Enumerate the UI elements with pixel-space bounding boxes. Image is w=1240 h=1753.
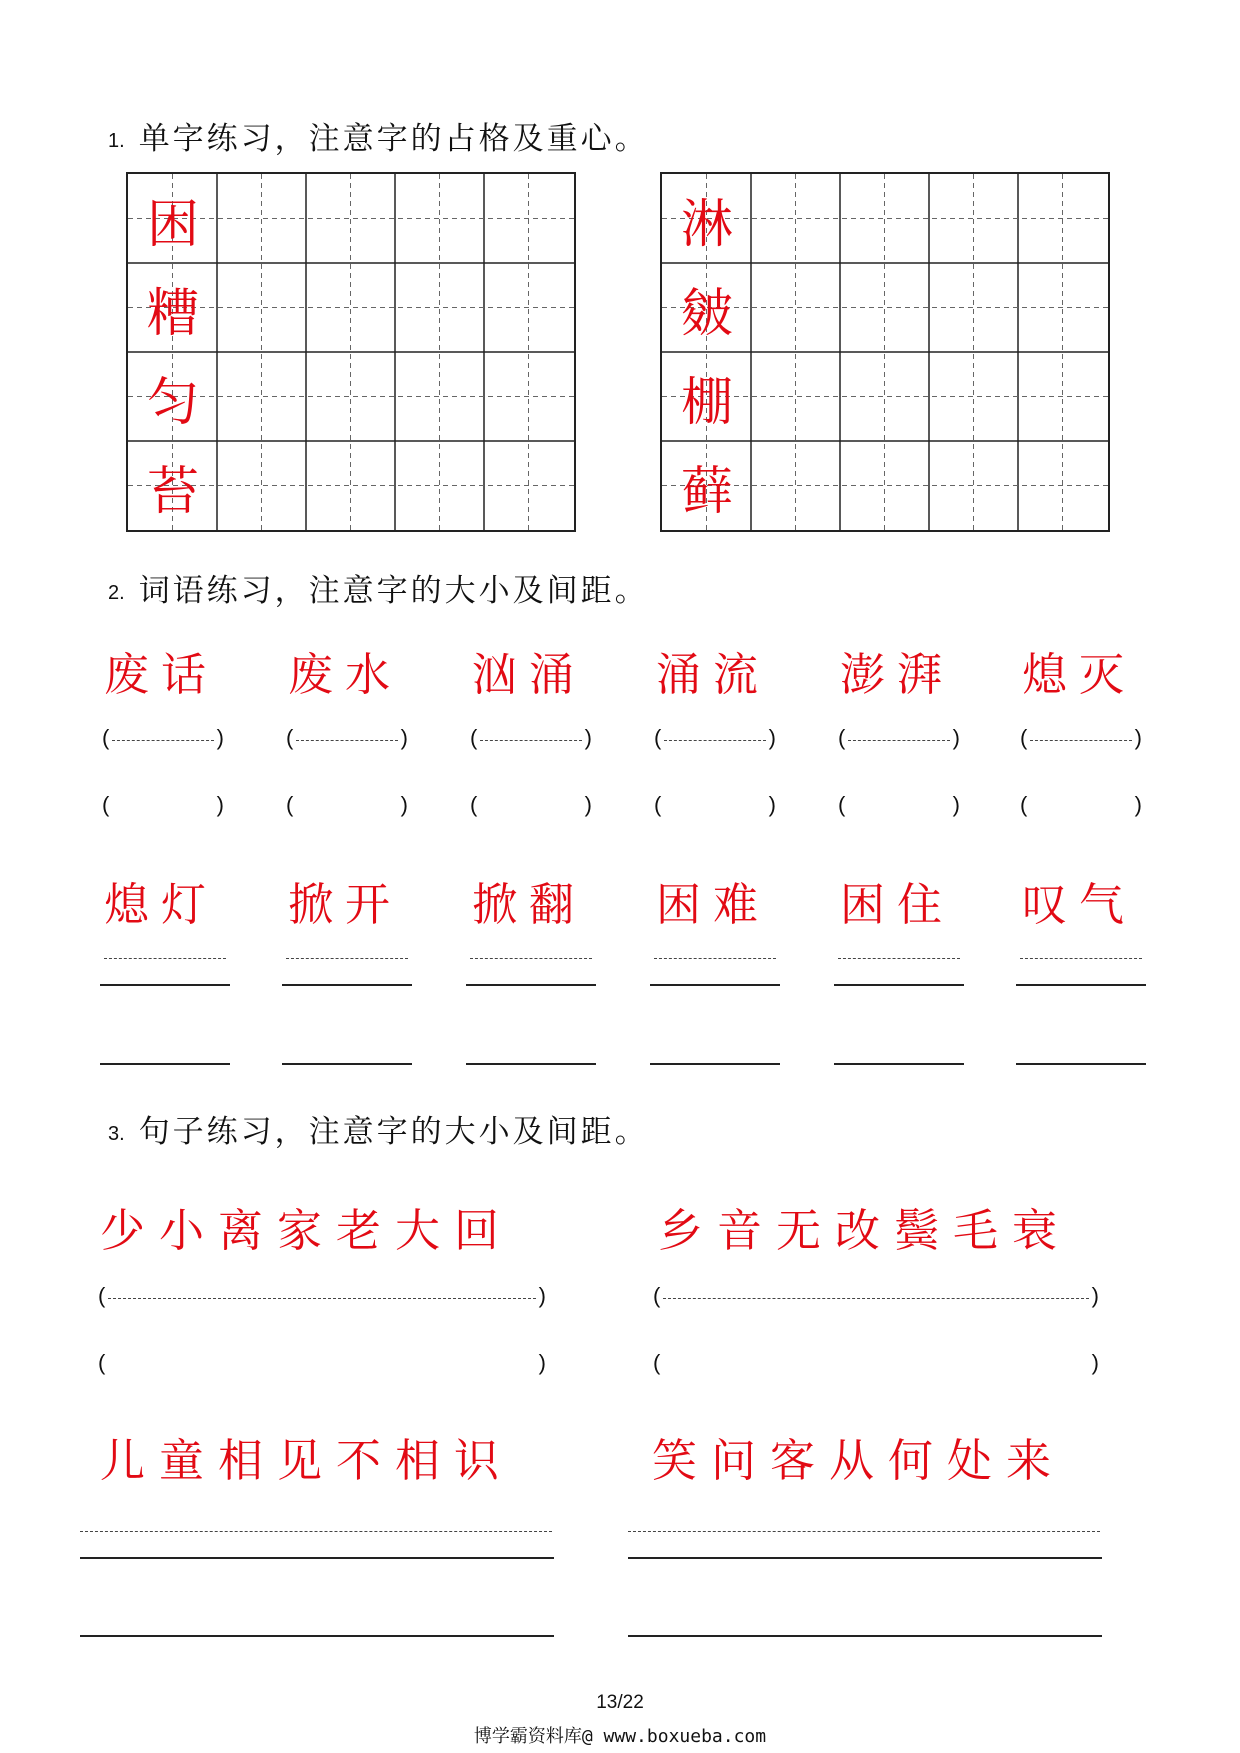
answer-line[interactable] [102, 792, 224, 822]
writing-line[interactable] [628, 1635, 1102, 1637]
paren-close: ) [538, 1283, 546, 1308]
paren-close: ) [768, 725, 776, 750]
dashed-line [663, 1298, 1089, 1299]
paren-open: ( [654, 792, 662, 817]
dashed-guide-line [654, 958, 776, 959]
writing-line[interactable] [650, 1063, 780, 1065]
dashed-guide-line [470, 958, 592, 959]
word-practice: 废话 [104, 648, 219, 701]
word-practice: 掀翻 [472, 878, 587, 931]
page-number: 13/22 [596, 1692, 644, 1713]
writing-line[interactable] [466, 1063, 596, 1065]
word-practice: 澎湃 [840, 648, 955, 701]
answer-line[interactable] [470, 792, 592, 822]
section-3-number: 3. [108, 1123, 125, 1145]
answer-line[interactable] [838, 725, 960, 755]
writing-line[interactable] [650, 984, 780, 986]
dashed-line [108, 1298, 536, 1299]
grid-char: 匀 [146, 372, 199, 433]
dashed-line [480, 740, 582, 741]
grid-char: 淋 [680, 194, 733, 255]
paren-open: ( [470, 725, 478, 750]
sentence-practice: 乡音无改鬓毛衰 [658, 1204, 1072, 1257]
character-grid-right [660, 172, 1110, 532]
dashed-guide-line [628, 1531, 1100, 1532]
dashed-line [296, 740, 398, 741]
section-1-heading [108, 113, 649, 158]
paren-open: ( [838, 725, 846, 750]
sentence-answer-line[interactable] [653, 1350, 1099, 1380]
answer-line[interactable] [838, 792, 960, 822]
footer-source: 博学霸资料库@ www.boxueba.com [473, 1726, 767, 1747]
writing-line[interactable] [834, 984, 964, 986]
writing-line[interactable] [80, 1635, 554, 1637]
writing-line[interactable] [466, 984, 596, 986]
paren-open: ( [102, 725, 110, 750]
paren-open: ( [838, 792, 846, 817]
writing-line[interactable] [834, 1063, 964, 1065]
paren-open: ( [102, 792, 110, 817]
word-practice: 汹涌 [472, 648, 587, 701]
paren-close: ) [1134, 725, 1142, 750]
paren-close: ) [768, 792, 776, 817]
section-2-heading [108, 565, 649, 610]
sentence-practice: 儿童相见不相识 [100, 1434, 514, 1487]
answer-line[interactable] [654, 792, 776, 822]
paren-open: ( [470, 792, 478, 817]
word-practice: 涌流 [656, 648, 771, 701]
dashed-line [112, 740, 214, 741]
dashed-guide-line [838, 958, 960, 959]
grid-char: 糟 [146, 283, 199, 344]
paren-close: ) [216, 725, 224, 750]
dashed-guide-line [80, 1531, 552, 1532]
answer-line[interactable] [286, 792, 408, 822]
writing-line[interactable] [100, 984, 230, 986]
word-practice: 熄灯 [104, 878, 219, 931]
word-practice: 废水 [288, 648, 403, 701]
sentence-practice: 少小离家老大回 [100, 1204, 514, 1257]
word-practice: 熄灭 [1022, 648, 1137, 701]
answer-line[interactable] [1020, 725, 1142, 755]
paren-open: ( [1020, 792, 1028, 817]
grid-char: 苔 [146, 461, 199, 522]
paren-close: ) [400, 725, 408, 750]
section-3-title: 句子练习，注意字的大小及间距。 [138, 1114, 649, 1150]
writing-line[interactable] [1016, 1063, 1146, 1065]
paren-close: ) [1091, 1283, 1099, 1308]
grid-char: 皴 [680, 283, 733, 344]
sentence-answer-line[interactable] [98, 1350, 546, 1380]
paren-close: ) [400, 792, 408, 817]
dashed-guide-line [286, 958, 408, 959]
paren-close: ) [1091, 1350, 1099, 1375]
paren-open: ( [98, 1283, 106, 1308]
answer-line[interactable] [286, 725, 408, 755]
writing-line[interactable] [1016, 984, 1146, 986]
dashed-guide-line [1020, 958, 1142, 959]
section-3-heading [108, 1106, 649, 1151]
word-practice: 叹气 [1022, 878, 1137, 931]
word-practice: 掀开 [288, 878, 403, 931]
answer-line[interactable] [102, 725, 224, 755]
paren-close: ) [952, 725, 960, 750]
answer-line[interactable] [470, 725, 592, 755]
sentence-practice: 笑问客从何处来 [652, 1434, 1066, 1487]
paren-open: ( [286, 725, 294, 750]
word-practice: 困难 [656, 878, 771, 931]
writing-line[interactable] [282, 984, 412, 986]
answer-line[interactable] [654, 725, 776, 755]
writing-line[interactable] [282, 1063, 412, 1065]
paren-open: ( [286, 792, 294, 817]
paren-open: ( [653, 1350, 661, 1375]
paren-close: ) [584, 725, 592, 750]
paren-close: ) [584, 792, 592, 817]
paren-close: ) [1134, 792, 1142, 817]
paren-open: ( [1020, 725, 1028, 750]
sentence-answer-line[interactable] [653, 1283, 1099, 1313]
sentence-answer-line[interactable] [98, 1283, 546, 1313]
dashed-line [1030, 740, 1132, 741]
dashed-guide-line [104, 958, 226, 959]
paren-close: ) [952, 792, 960, 817]
paren-close: ) [538, 1350, 546, 1375]
writing-line[interactable] [80, 1557, 554, 1559]
grid-char: 困 [146, 194, 199, 255]
dashed-line [664, 740, 766, 741]
paren-open: ( [98, 1350, 106, 1375]
character-grid-left [126, 172, 576, 532]
answer-line[interactable] [1020, 792, 1142, 822]
grid-char: 藓 [680, 461, 733, 522]
paren-close: ) [216, 792, 224, 817]
writing-line[interactable] [628, 1557, 1102, 1559]
section-1-number: 1. [108, 130, 125, 152]
writing-line[interactable] [100, 1063, 230, 1065]
dashed-line [848, 740, 950, 741]
paren-open: ( [654, 725, 662, 750]
grid-char: 棚 [680, 372, 733, 433]
paren-open: ( [653, 1283, 661, 1308]
word-practice: 困住 [840, 878, 955, 931]
section-2-number: 2. [108, 582, 125, 604]
section-1-title: 单字练习，注意字的占格及重心。 [138, 121, 649, 157]
section-2-title: 词语练习，注意字的大小及间距。 [138, 573, 649, 609]
